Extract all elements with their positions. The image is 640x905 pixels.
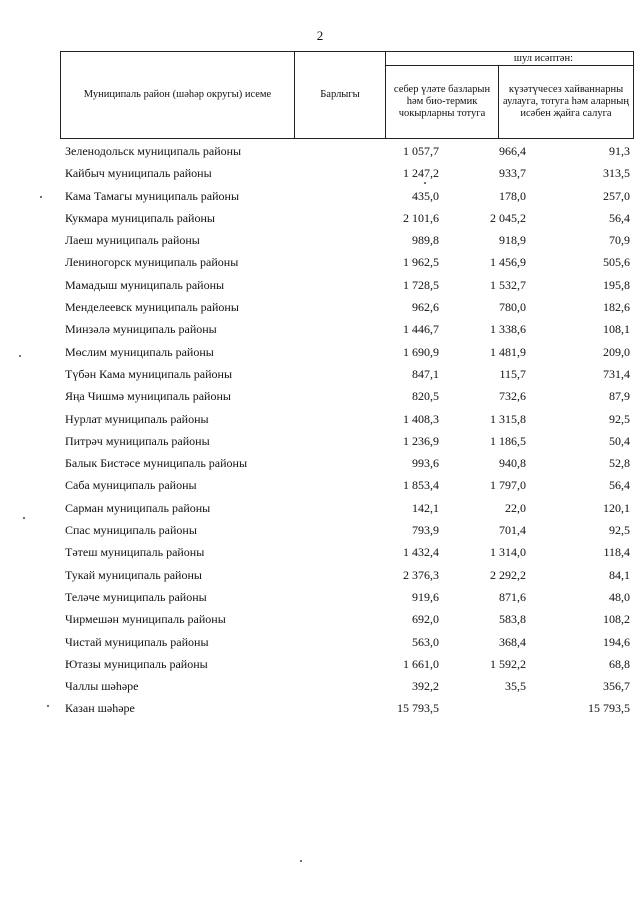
row-name: Кайбыч муниципаль районы	[65, 166, 212, 181]
row-stray-animals-value: 50,4	[609, 433, 630, 448]
row-total: 2 101,6	[403, 210, 439, 225]
table-row	[60, 653, 640, 675]
row-anthrax-value: 1 338,6	[490, 322, 526, 337]
scan-speck	[19, 355, 21, 357]
header-anthrax-column: себер үләте базларын һәм био-термик чокырларны тотуга	[386, 66, 499, 138]
row-name: Минзәлә муниципаль районы	[65, 322, 217, 337]
row-name: Яңа Чишмә муниципаль районы	[65, 389, 231, 404]
row-total: 2 376,3	[403, 567, 439, 582]
row-anthrax-value: 1 592,2	[490, 656, 526, 671]
row-total: 435,0	[412, 188, 439, 203]
row-stray-animals-value: 70,9	[609, 233, 630, 248]
row-total: 820,5	[412, 389, 439, 404]
row-stray-animals-value: 48,0	[609, 589, 630, 604]
row-stray-animals-value: 92,5	[609, 411, 630, 426]
page-number: 2	[316, 28, 324, 43]
row-total: 793,9	[412, 523, 439, 538]
row-anthrax-value: 178,0	[499, 188, 526, 203]
table-row	[60, 207, 640, 229]
row-total: 989,8	[412, 233, 439, 248]
row-stray-animals-value: 52,8	[609, 456, 630, 471]
row-total: 1 690,9	[403, 344, 439, 359]
row-name: Теләче муниципаль районы	[65, 589, 207, 604]
row-anthrax-value: 2 045,2	[490, 210, 526, 225]
row-name: Түбән Кама муниципаль районы	[65, 366, 233, 381]
header-name-column: Муниципаль район (шәһәр округы) исеме	[61, 52, 295, 138]
table-row	[60, 229, 640, 251]
row-name: Сарман муниципаль районы	[65, 500, 211, 515]
row-name: Кама Тамагы муниципаль районы	[65, 188, 240, 203]
row-anthrax-value: 732,6	[499, 389, 526, 404]
row-total: 993,6	[412, 456, 439, 471]
row-name: Менделеевск муниципаль районы	[65, 300, 239, 315]
row-name: Чирмешән муниципаль районы	[65, 612, 226, 627]
row-name: Зеленодольск муниципаль районы	[65, 144, 242, 158]
row-stray-animals-value: 56,4	[609, 210, 630, 225]
row-anthrax-value: 1 532,7	[490, 277, 526, 292]
row-stray-animals-value: 108,2	[603, 612, 630, 627]
row-total: 1 728,5	[403, 277, 439, 292]
row-total: 392,2	[412, 679, 439, 694]
row-anthrax-value: 701,4	[499, 523, 526, 538]
row-anthrax-value: 1 797,0	[490, 478, 526, 493]
row-total: 962,6	[412, 300, 439, 315]
row-anthrax-value: 1 456,9	[490, 255, 526, 270]
row-anthrax-value: 780,0	[499, 300, 526, 315]
row-anthrax-value: 2 292,2	[490, 567, 526, 582]
table-row	[60, 586, 640, 608]
row-name: Тәтеш муниципаль районы	[65, 545, 205, 560]
row-stray-animals-value: 56,4	[609, 478, 630, 493]
table-row	[60, 564, 640, 586]
row-anthrax-value: 35,5	[505, 679, 526, 694]
header-total-column: Барлыгы	[295, 52, 386, 138]
row-anthrax-value: 966,4	[499, 144, 526, 158]
scan-speck	[424, 182, 426, 184]
row-total: 692,0	[412, 612, 439, 627]
row-stray-animals-value: 313,5	[603, 166, 630, 181]
header-stray-animals-column: күзәтүчесез хайваннарны аулауга, тотуга һәм аларның исәбен җайга салуга	[503, 84, 629, 119]
row-stray-animals-value: 92,5	[609, 523, 630, 538]
row-total: 919,6	[412, 589, 439, 604]
row-stray-animals-value: 209,0	[603, 344, 630, 359]
table-row	[60, 675, 640, 697]
row-total: 1 446,7	[403, 322, 439, 337]
row-total: 1 408,3	[403, 411, 439, 426]
row-stray-animals-value: 731,4	[603, 366, 630, 381]
row-name: Ютазы муниципаль районы	[65, 656, 208, 671]
table-row	[60, 474, 640, 496]
row-name: Саба муниципаль районы	[65, 478, 197, 493]
table-body	[60, 140, 640, 720]
scan-speck	[300, 860, 302, 862]
row-anthrax-value: 368,4	[499, 634, 526, 649]
row-name: Балык Бистәсе муниципаль районы	[65, 456, 248, 471]
table-row	[60, 430, 640, 452]
table-row	[60, 519, 640, 541]
table-row	[60, 631, 640, 653]
table-row	[60, 497, 640, 519]
scan-speck	[40, 196, 42, 198]
row-name: Казан шәһәре	[65, 701, 135, 716]
row-total: 15 793,5	[397, 701, 439, 716]
row-total: 1 853,4	[403, 478, 439, 493]
row-anthrax-value: 583,8	[499, 612, 526, 627]
row-anthrax-value: 918,9	[499, 233, 526, 248]
table-row	[60, 541, 640, 563]
row-stray-animals-value: 195,8	[603, 277, 630, 292]
header-including: шул исәптән:	[386, 52, 633, 66]
table-header	[60, 51, 634, 139]
row-stray-animals-value: 68,8	[609, 656, 630, 671]
row-anthrax-value: 22,0	[505, 500, 526, 515]
row-stray-animals-value: 120,1	[603, 500, 630, 515]
row-total: 847,1	[412, 366, 439, 381]
row-name: Нурлат муниципаль районы	[65, 411, 209, 426]
row-total: 563,0	[412, 634, 439, 649]
table-row	[60, 251, 640, 273]
row-name: Тукай муниципаль районы	[65, 567, 202, 582]
row-stray-animals-value: 87,9	[609, 389, 630, 404]
row-stray-animals-value: 84,1	[609, 567, 630, 582]
table-row	[60, 318, 640, 340]
table-row	[60, 140, 640, 162]
row-total: 142,1	[412, 500, 439, 515]
row-anthrax-value: 1 481,9	[490, 344, 526, 359]
row-anthrax-value: 1 314,0	[490, 545, 526, 560]
table-row	[60, 408, 640, 430]
scan-speck	[47, 705, 49, 707]
row-anthrax-value: 933,7	[499, 166, 526, 181]
row-name: Питрәч муниципаль районы	[65, 433, 210, 448]
row-anthrax-value: 1 315,8	[490, 411, 526, 426]
row-total: 1 661,0	[403, 656, 439, 671]
row-total: 1 236,9	[403, 433, 439, 448]
row-anthrax-value: 871,6	[499, 589, 526, 604]
row-total: 1 057,7	[403, 144, 439, 158]
row-anthrax-value: 115,7	[499, 366, 526, 381]
table-row	[60, 385, 640, 407]
row-name: Лаеш муниципаль районы	[65, 233, 200, 248]
row-stray-animals-value: 505,6	[603, 255, 630, 270]
row-stray-animals-value: 91,3	[609, 144, 630, 158]
table-row	[60, 162, 640, 184]
row-stray-animals-value: 194,6	[603, 634, 630, 649]
table-row	[60, 341, 640, 363]
row-anthrax-value: 940,8	[499, 456, 526, 471]
row-total: 1 432,4	[403, 545, 439, 560]
row-total: 1 247,2	[403, 166, 439, 181]
row-stray-animals-value: 15 793,5	[588, 701, 630, 716]
table-row	[60, 274, 640, 296]
row-stray-animals-value: 356,7	[603, 679, 630, 694]
table-row	[60, 452, 640, 474]
scan-speck	[23, 517, 25, 519]
row-stray-animals-value: 257,0	[603, 188, 630, 203]
table-row	[60, 296, 640, 318]
table-row	[60, 608, 640, 630]
table-row	[60, 185, 640, 207]
row-name: Чистай муниципаль районы	[65, 634, 209, 649]
table-row	[60, 697, 640, 719]
row-anthrax-value: 1 186,5	[490, 433, 526, 448]
row-stray-animals-value: 118,4	[603, 545, 630, 560]
row-name: Спас муниципаль районы	[65, 523, 197, 538]
row-name: Мөслим муниципаль районы	[65, 344, 214, 359]
row-stray-animals-value: 108,1	[603, 322, 630, 337]
row-name: Чаллы шәһәре	[65, 679, 139, 694]
row-name: Лениногорск муниципаль районы	[65, 255, 239, 270]
row-name: Кукмара муниципаль районы	[65, 210, 215, 225]
table-row	[60, 363, 640, 385]
row-stray-animals-value: 182,6	[603, 300, 630, 315]
row-total: 1 962,5	[403, 255, 439, 270]
row-name: Мамадыш муниципаль районы	[65, 277, 225, 292]
